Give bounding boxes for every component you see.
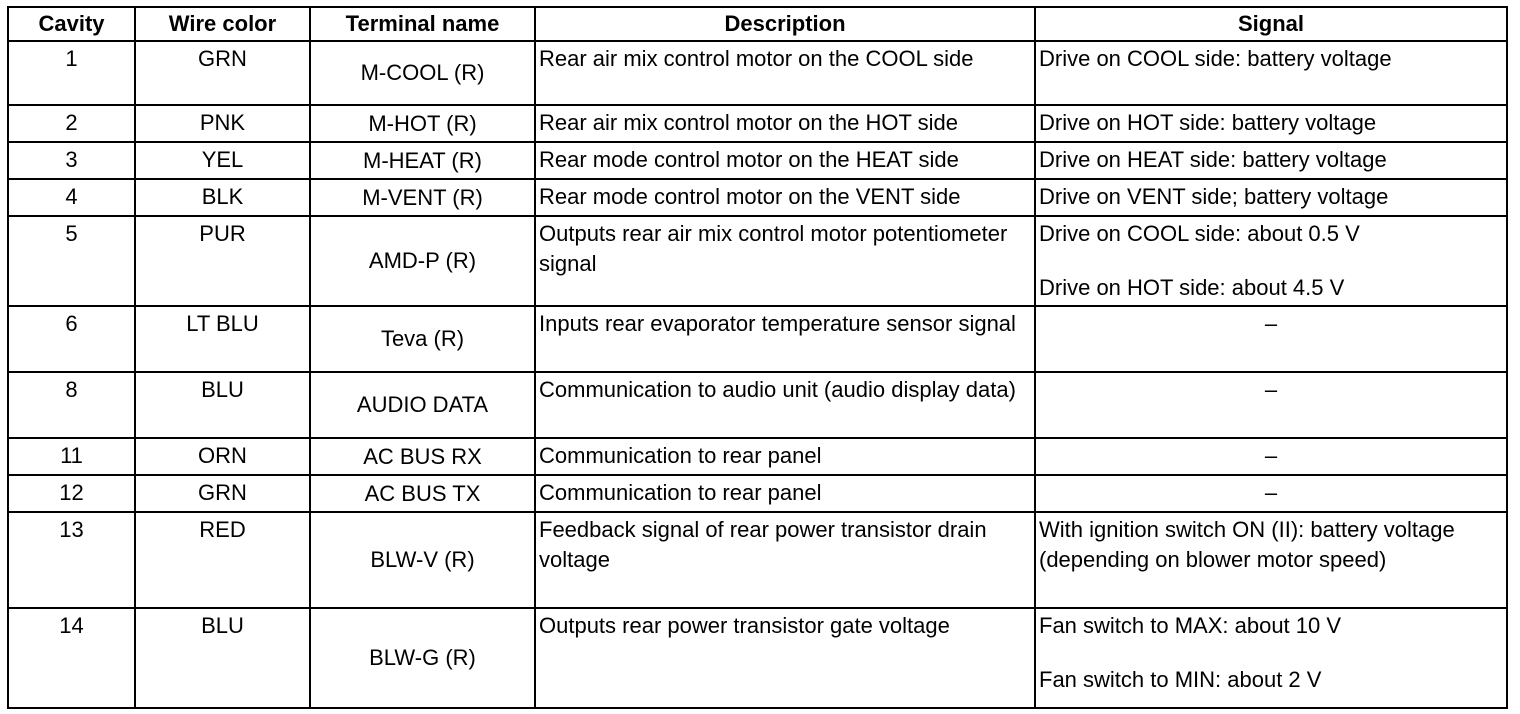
cell-cavity: 12 [8, 475, 135, 512]
cell-signal [1035, 216, 1507, 306]
cell-description: Communication to rear panel [535, 438, 1035, 475]
cell-description: Rear air mix control motor on the COOL side [535, 41, 1035, 105]
cell-terminal-name: BLW-G (R) [310, 608, 535, 708]
header-wire-color: Wire color [135, 7, 310, 41]
cell-description: Rear mode control motor on the VENT side [535, 179, 1035, 216]
table-row [8, 105, 1507, 142]
cell-cavity: 4 [8, 179, 135, 216]
cell-signal [1035, 179, 1507, 216]
cell-signal [1035, 105, 1507, 142]
connector-terminal-table [7, 6, 1508, 709]
cell-cavity: 5 [8, 216, 135, 306]
cell-terminal-name: AC BUS TX [310, 475, 535, 512]
signal-line: Drive on COOL side: battery voltage [1039, 46, 1392, 71]
header-row [8, 7, 1507, 41]
cell-description: Outputs rear air mix control motor potentiometer signal [535, 216, 1035, 306]
cell-cavity: 1 [8, 41, 135, 105]
table-row [8, 438, 1507, 475]
cell-description: Rear air mix control motor on the HOT side [535, 105, 1035, 142]
cell-wire-color: RED [135, 512, 310, 608]
signal-line: – [1264, 311, 1278, 336]
cell-wire-color: PUR [135, 216, 310, 306]
table-row [8, 41, 1507, 105]
cell-terminal-name: Teva (R) [310, 306, 535, 372]
cell-wire-color: YEL [135, 142, 310, 179]
signal-line: – [1264, 377, 1278, 402]
signal-line: Drive on HOT side: about 4.5 V [1039, 275, 1345, 300]
cell-signal [1035, 372, 1507, 438]
cell-signal [1035, 142, 1507, 179]
cell-wire-color: BLU [135, 608, 310, 708]
table-row [8, 608, 1507, 708]
signal-line: Fan switch to MIN: about 2 V [1039, 667, 1322, 692]
cell-description: Communication to audio unit (audio display data) [535, 372, 1035, 438]
cell-terminal-name: AUDIO DATA [310, 372, 535, 438]
cell-terminal-name: AC BUS RX [310, 438, 535, 475]
cell-description: Communication to rear panel [535, 475, 1035, 512]
header-signal: Signal [1035, 7, 1507, 41]
cell-wire-color: BLK [135, 179, 310, 216]
cell-cavity: 6 [8, 306, 135, 372]
cell-cavity: 14 [8, 608, 135, 708]
cell-cavity: 13 [8, 512, 135, 608]
signal-line: Fan switch to MAX: about 10 V [1039, 613, 1342, 638]
cell-terminal-name: M-HEAT (R) [310, 142, 535, 179]
cell-terminal-name: M-VENT (R) [310, 179, 535, 216]
cell-cavity: 3 [8, 142, 135, 179]
cell-terminal-name: M-HOT (R) [310, 105, 535, 142]
cell-description: Outputs rear power transistor gate voltage [535, 608, 1035, 708]
signal-line: – [1264, 443, 1278, 468]
cell-wire-color: PNK [135, 105, 310, 142]
signal-line: – [1264, 480, 1278, 505]
cell-terminal-name: BLW-V (R) [310, 512, 535, 608]
table-row [8, 216, 1507, 306]
table-row [8, 306, 1507, 372]
cell-signal [1035, 512, 1507, 608]
header-description: Description [535, 7, 1035, 41]
cell-description: Inputs rear evaporator temperature sensor signal [535, 306, 1035, 372]
signal-line: Drive on HOT side: battery voltage [1039, 110, 1377, 135]
header-cavity: Cavity [8, 7, 135, 41]
cell-wire-color: BLU [135, 372, 310, 438]
table-row [8, 179, 1507, 216]
cell-signal [1035, 608, 1507, 708]
cell-description: Feedback signal of rear power transistor drain voltage [535, 512, 1035, 608]
header-terminal-name: Terminal name [310, 7, 535, 41]
cell-signal [1035, 41, 1507, 105]
cell-wire-color: GRN [135, 41, 310, 105]
cell-signal [1035, 438, 1507, 475]
cell-cavity: 8 [8, 372, 135, 438]
table-row [8, 142, 1507, 179]
cell-wire-color: LT BLU [135, 306, 310, 372]
cell-signal [1035, 306, 1507, 372]
cell-cavity: 11 [8, 438, 135, 475]
signal-line: Drive on COOL side: about 0.5 V [1039, 221, 1360, 246]
cell-wire-color: ORN [135, 438, 310, 475]
signal-line: Drive on VENT side; battery voltage [1039, 184, 1389, 209]
table-row [8, 372, 1507, 438]
cell-cavity: 2 [8, 105, 135, 142]
cell-terminal-name: AMD-P (R) [310, 216, 535, 306]
signal-line: With ignition switch ON (II): battery voltage (depending on blower motor speed) [1039, 517, 1455, 572]
table-row [8, 475, 1507, 512]
cell-terminal-name: M-COOL (R) [310, 41, 535, 105]
cell-wire-color: GRN [135, 475, 310, 512]
cell-description: Rear mode control motor on the HEAT side [535, 142, 1035, 179]
cell-signal [1035, 475, 1507, 512]
table-row [8, 512, 1507, 608]
signal-line: Drive on HEAT side: battery voltage [1039, 147, 1387, 172]
